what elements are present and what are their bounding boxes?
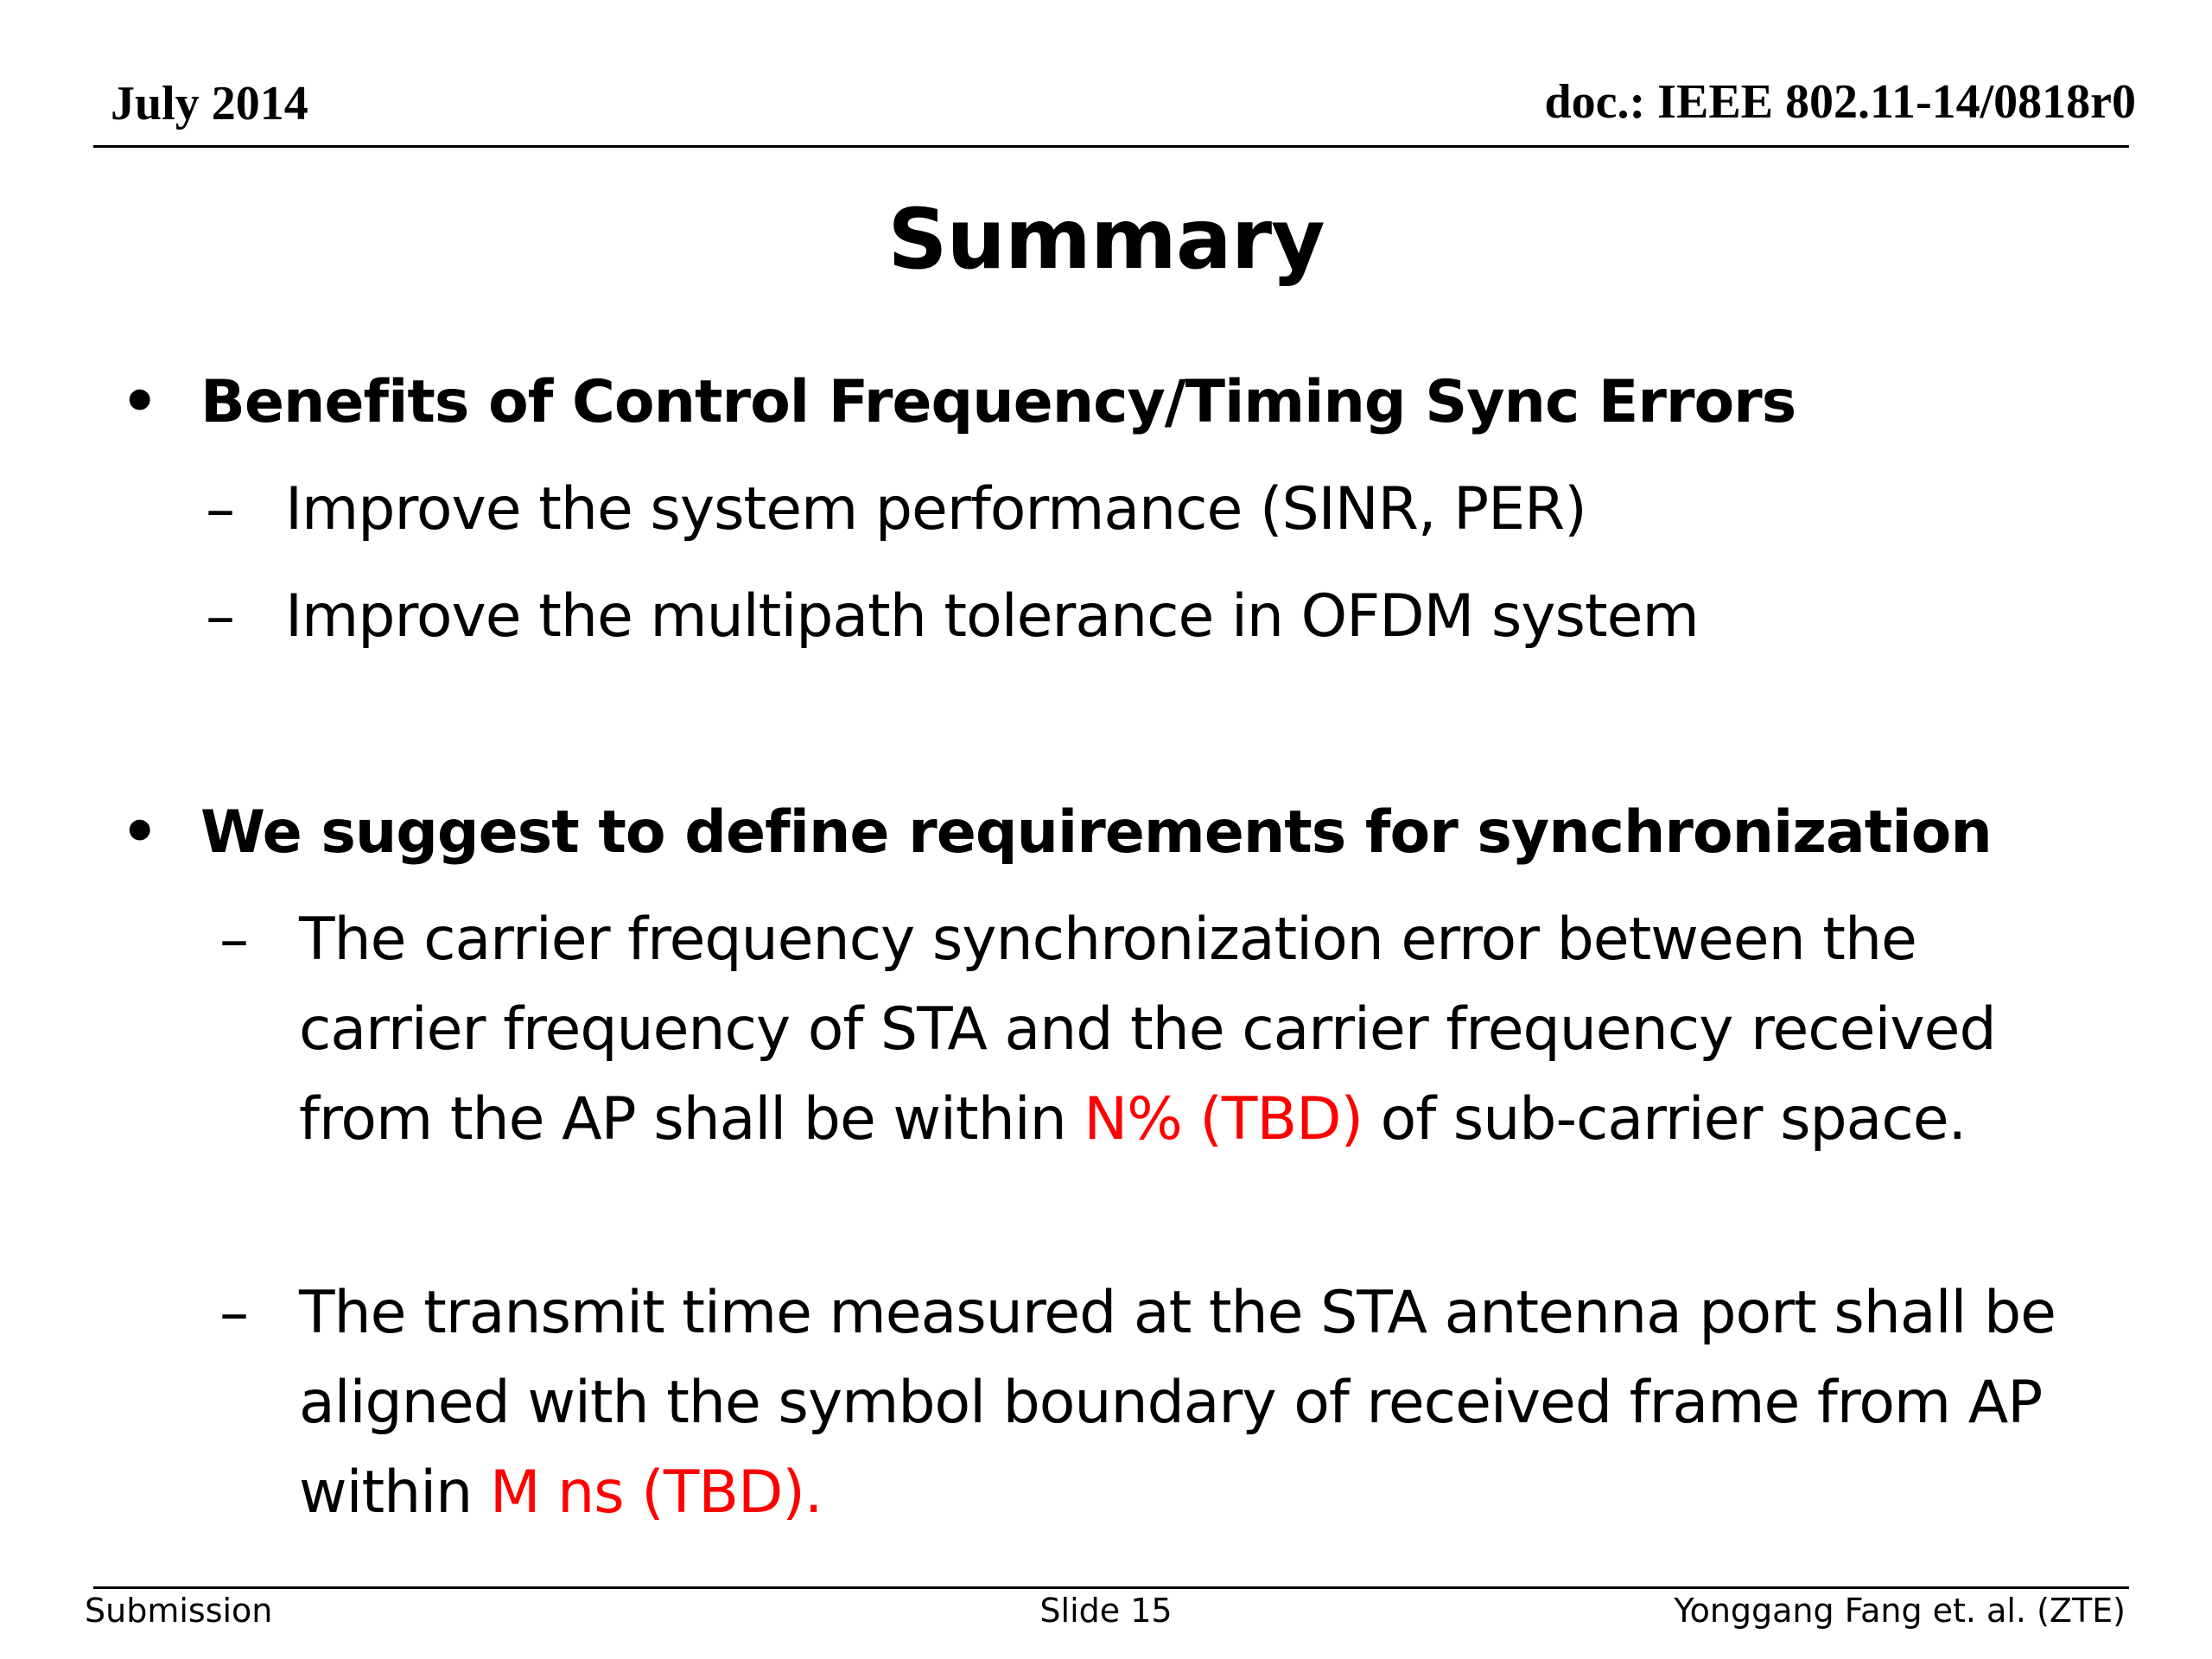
sub-bullet-text: The carrier frequency synchronization error between the carrier frequency of STA and the carrier frequency received from the AP shall be within [299,906,1996,1154]
sub-bullet-text: Improve the system performance (SINR, PER) [285,475,1586,543]
sub-bullet-text: Improve the multipath tolerance in OFDM system [285,582,1699,651]
sub-bullet-text-end: of sub-carrier space. [1363,1085,1967,1154]
dash-mark: – [219,1279,248,1347]
bullet-text: Benefits of Control Frequency/Timing Sync Errors [200,368,1796,436]
sub-bullet-transmit-time [219,1268,2079,1538]
sub-bullet-system-performance [206,465,1586,555]
dash-mark: – [219,906,248,974]
dash-mark: – [206,475,234,543]
sub-bullet-text: The transmit time measured at the STA antenna port shall be aligned with the symbol boundary of received frame from AP within [299,1279,2056,1527]
dash-mark: – [206,582,234,651]
header-doc-id: doc.: IEEE 802.11-14/0818r0 [1544,75,2136,129]
tbd-highlight: M ns (TBD). [489,1459,823,1527]
footer-rule [93,1586,2129,1589]
bullet-text: We suggest to define requirements for synchronization [200,798,1992,867]
header-date: July 2014 [111,77,308,130]
bullet-benefits [121,358,1796,448]
sub-bullet-carrier-frequency [219,895,2079,1165]
bullet-suggest-requirements [121,788,1992,878]
bullet-mark: • [121,798,158,867]
tbd-highlight: N% (TBD) [1084,1085,1363,1154]
sub-bullet-multipath-tolerance [206,572,1699,662]
footer-authors: Yonggang Fang et. al. (ZTE) [1674,1592,2126,1630]
footer-slide-number: Slide 15 [1039,1592,1173,1630]
header-rule [93,145,2129,148]
slide-title: Summary [887,191,1325,288]
footer-submission: Submission [85,1592,273,1630]
bullet-mark: • [121,368,158,436]
